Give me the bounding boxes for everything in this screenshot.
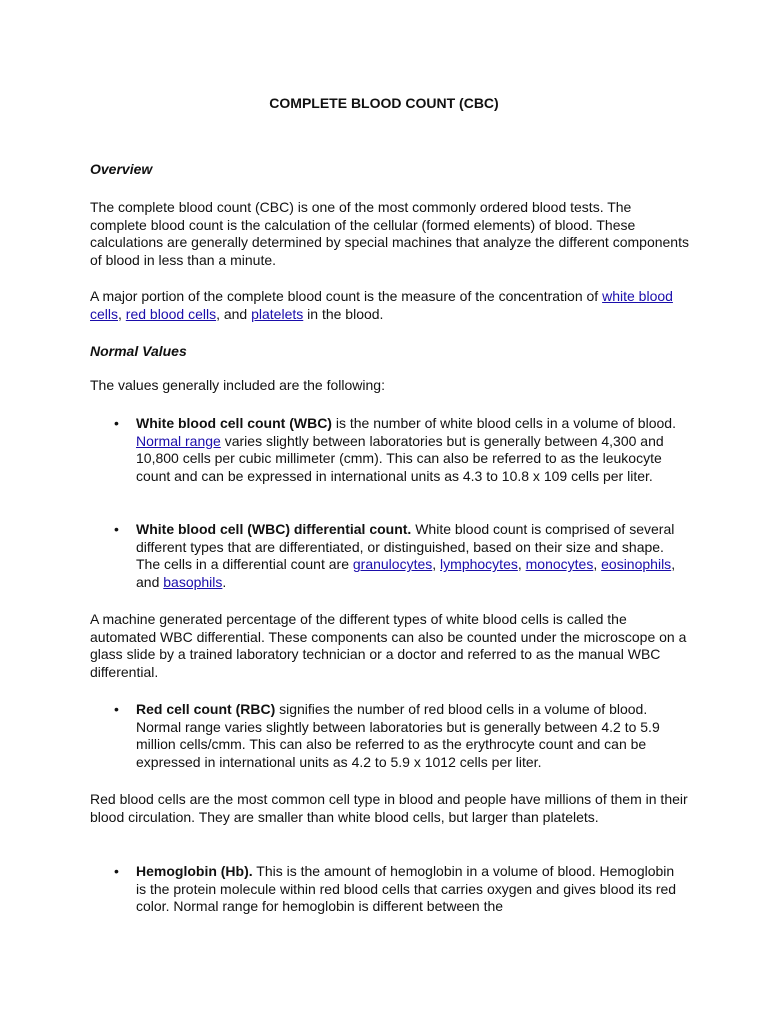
white-blood-cells-link[interactable]: white blood cells (90, 288, 673, 322)
wbc-count-term: White blood cell count (WBC) (136, 415, 332, 431)
lymphocytes-link[interactable]: lymphocytes (440, 556, 518, 573)
portion-text: A major portion of the complete blood count is the measure of the concentration of (90, 288, 603, 304)
document-title: COMPLETE BLOOD COUNT (CBC) (269, 95, 499, 111)
values-intro: The values generally included are the following: (90, 377, 385, 393)
rbc-count-term: Red cell count (RBC) (136, 701, 276, 717)
wbc-diff-end: . (222, 573, 227, 590)
overview-heading: Overview (90, 161, 153, 177)
hemoglobin-text: This is the amount of hemoglobin in a volume of blood. Hemoglobin is the protein molecule within red blood cells that carries oxygen and gives blood its red color. Normal range for hemoglobin is different between the (136, 863, 677, 915)
monocytes-link[interactable]: monocytes (525, 556, 594, 573)
portion-sep: , and (216, 305, 252, 322)
platelets-link[interactable]: platelets (251, 305, 304, 322)
bullet-icon: • (114, 701, 119, 717)
cbc-portion-paragraph (90, 288, 687, 323)
list-item-hemoglobin (114, 863, 681, 916)
red-blood-cells-link[interactable]: red blood cells (125, 305, 217, 322)
list-item-wbc-differential (114, 521, 681, 591)
wbc-diff-sep: , (517, 556, 526, 573)
bullet-icon: • (114, 521, 119, 537)
eosinophils-link[interactable]: eosinophils (601, 556, 672, 573)
overview-paragraph: The complete blood count (CBC) is one of the most commonly ordered blood tests. The complete blood count is the calculation of the cellular (formed elements) of blood. These calculations are generally determined by special machines that analyze the different components of blood in less than a minute. (90, 199, 689, 268)
list-item-wbc-count (114, 415, 681, 485)
rbc-count-text: signifies the number of red blood cells in a volume of blood. Normal range varies slightly between laboratories but is generally between 4.2 to 5.9 million cells/cmm. This can also be referred to as the erythrocyte count and can be expressed in international units as 4.2 to 5.9 x 1012 cells per liter. (136, 701, 660, 770)
portion-text: in the blood. (303, 305, 384, 322)
list-item-rbc-count (114, 701, 681, 771)
wbc-diff-sep: , (432, 556, 441, 573)
wbc-diff-term: White blood cell (WBC) differential count. (136, 521, 412, 537)
machine-differential-paragraph: A machine generated percentage of the different types of white blood cells is called the automated WBC differential. These components can also be counted under the microscope on a glass slide by a trained laboratory technician or a doctor and referred to as the manual WBC differential. (90, 611, 687, 680)
wbc-diff-sep: , and (136, 556, 676, 590)
wbc-diff-sep: , (593, 556, 602, 573)
wbc-diff-text: White blood count is comprised of several different types that are differentiated, or distinguished, based on their size and shape. The cells in a differential count are (136, 521, 675, 573)
bullet-icon: • (114, 863, 119, 879)
bullet-icon: • (114, 415, 119, 431)
wbc-count-text: varies slightly between laboratories but is generally between 4,300 and 10,800 cells per cubic millimeter (cmm). This can also be referred to as the leukocyte count and can be expressed in international units as 4.3 to 10.8 x 109 cells per liter. (136, 432, 664, 484)
granulocytes-link[interactable]: granulocytes (352, 556, 433, 573)
hemoglobin-term: Hemoglobin (Hb). (136, 863, 253, 879)
portion-sep: , (118, 305, 126, 322)
normal-values-heading: Normal Values (90, 343, 187, 359)
normal-range-link[interactable]: Normal range (136, 432, 221, 449)
basophils-link[interactable]: basophils (163, 573, 223, 590)
rbc-paragraph: Red blood cells are the most common cell type in blood and people have millions of them in their blood circulation. They are smaller than white blood cells, but larger than platelets. (90, 791, 688, 825)
wbc-count-text: is the number of white blood cells in a volume of blood. (331, 415, 676, 431)
